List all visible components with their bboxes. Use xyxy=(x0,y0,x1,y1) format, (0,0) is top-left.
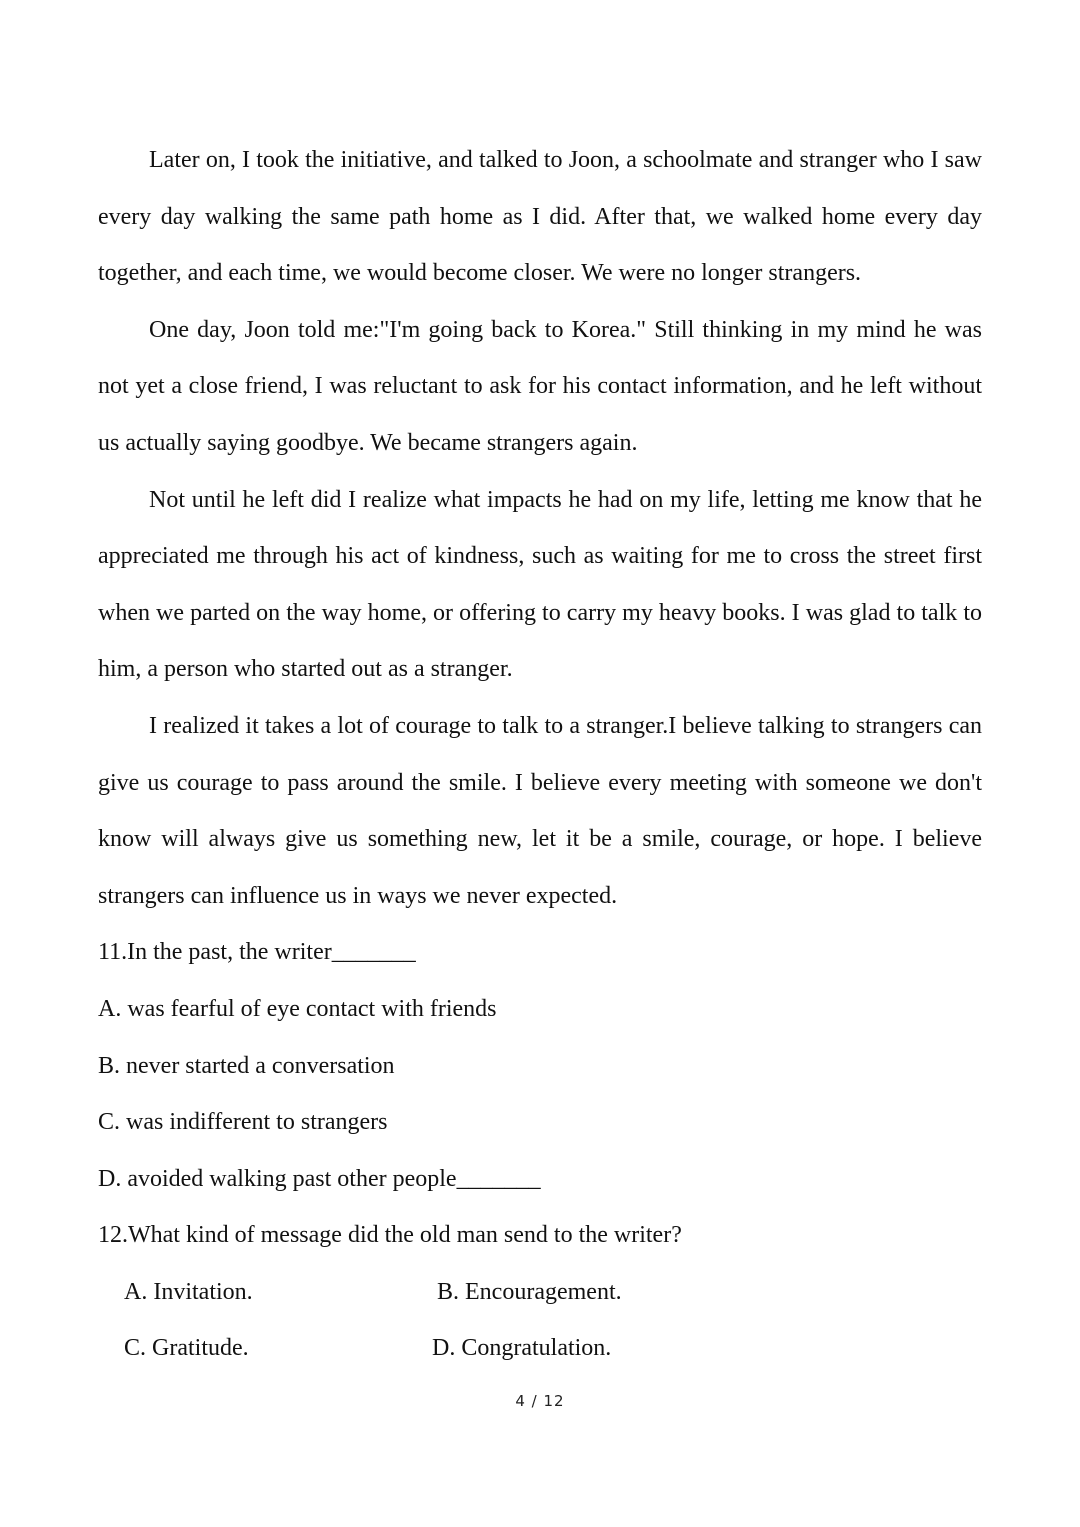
question-12-options-row-1 xyxy=(98,1264,982,1321)
question-11 xyxy=(98,924,982,1207)
question-11-stem: 11.In the past, the writer_______ xyxy=(98,939,416,966)
passage-paragraph-4: I realized it takes a lot of courage to talk to a stranger.I believe talking to strangers can give us courage to pass around the smile. I believe every meeting with someone we don't know will always give us something new, let it be a smile, courage, or hope. I believe strangers can influence us in ways we never expected. xyxy=(98,712,982,909)
question-11-option-b: B. never started a conversation xyxy=(98,1052,395,1079)
question-12-option-c: C. Gratitude. xyxy=(124,1335,249,1362)
document-page xyxy=(98,132,982,1377)
question-11-option-a: A. was fearful of eye contact with friends xyxy=(98,995,497,1022)
question-12-option-a: A. Invitation. xyxy=(124,1278,253,1305)
page-number: 4 / 12 xyxy=(515,1392,565,1410)
question-12-options-row-2 xyxy=(98,1320,982,1377)
passage-paragraph-1: Later on, I took the initiative, and talked to Joon, a schoolmate and stranger who I saw every day walking the same path home as I did. After that, we walked home every day together, and each time, we would become closer. We were no longer strangers. xyxy=(98,147,982,287)
passage-paragraph-2: One day, Joon told me:"I'm going back to Korea." Still thinking in my mind he was not yet a close friend, I was reluctant to ask for his contact information, and he left without us actually saying goodbye. We became strangers again. xyxy=(98,316,982,456)
question-11-option-d: D. avoided walking past other people_______ xyxy=(98,1165,541,1192)
question-12-option-d: D. Congratulation. xyxy=(432,1335,612,1362)
question-12-option-b: B. Encouragement. xyxy=(437,1278,622,1305)
question-12 xyxy=(98,1207,982,1377)
question-12-stem: 12.What kind of message did the old man send to the writer? xyxy=(98,1222,682,1249)
question-11-option-c: C. was indifferent to strangers xyxy=(98,1109,388,1136)
passage-paragraph-3: Not until he left did I realize what impacts he had on my life, letting me know that he appreciated me through his act of kindness, such as waiting for me to cross the street first when we parted on the way home, or offering to carry my heavy books. I was glad to talk to him, a person who started out as a stranger. xyxy=(98,486,982,683)
